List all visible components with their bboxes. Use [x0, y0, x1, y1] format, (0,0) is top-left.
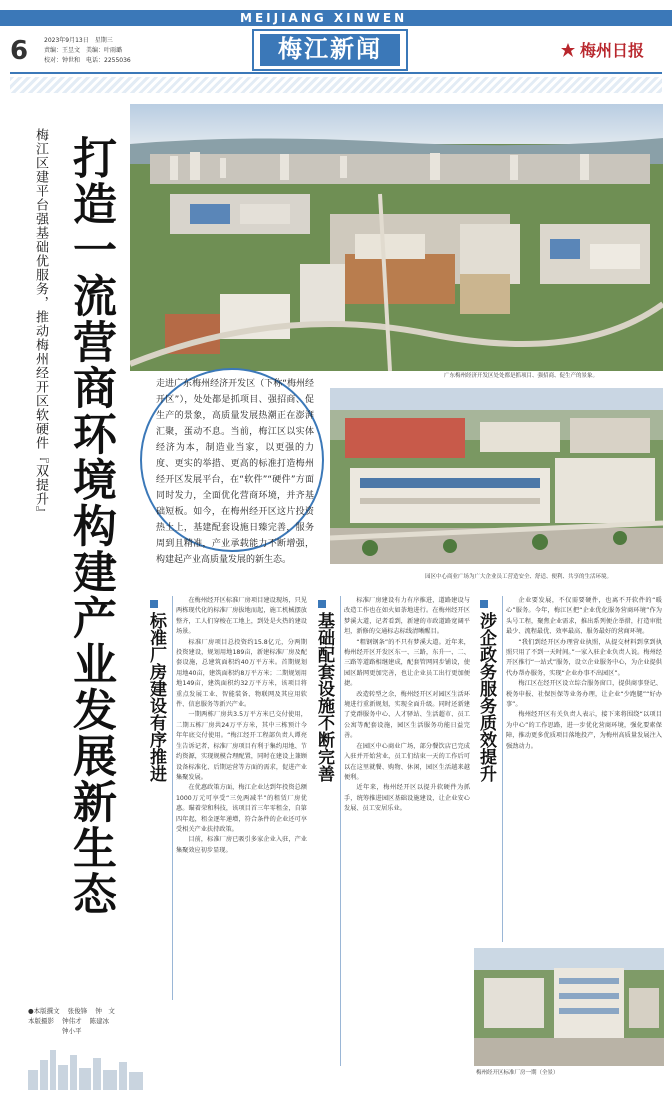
section2-paragraph: 近年来，梅州经开区以提升软硬件为抓手，统筹推进园区基础设施建设，让企业安心发展、员工安居乐业。: [344, 784, 470, 813]
section1-marker-icon: [150, 600, 158, 608]
section3-body: [506, 596, 662, 942]
aerial-photo-industrial-park: [130, 104, 663, 371]
section1-title: 标准厂房建设有序推进: [146, 612, 166, 782]
meta-date: 2023年9月13日 星期三: [44, 37, 113, 44]
column-divider: [502, 596, 503, 942]
section2-paragraph: “粗钢钢条”的不只有梦溪大道。近年来，梅州经开区开发区东一、三路，东升一、二、三路等道路相继建成，配套管网同步铺设，使园区路网更加完善，也让企业员工出行更加便捷。: [344, 638, 470, 688]
page-number: 6: [10, 36, 29, 66]
article-credits: [28, 1006, 121, 1036]
standard-factory-photo: [474, 948, 664, 1066]
city-skyline-illustration: [28, 1040, 148, 1090]
article-subtitle: 梅江区建平台强基础优服务，推动梅州经开区软硬件『双提升』: [33, 128, 48, 520]
section3-paragraph: 梅江区在经开区设立综合服务窗口，提供商事登记、税务申报、社保医保等业务办理，让企业“少跑腿”“好办事”。: [506, 680, 662, 709]
section1-paragraph: 一期两栋厂房共3.5万平方米已交付使用，二期五栋厂房共24万平方米，其中三栋预计今年年底交付使用。“梅江经开工程部负责人谭亮生告诉记者，标准厂房项目有利于集约用地、节约资源，实现规模合理配置，同时在建设上兼顾设备标准化、后期运营等方面的需求，促进产业集聚发展。: [176, 711, 307, 781]
brand-name: 梅州日报: [580, 41, 645, 60]
credit-name: 张俊锋: [67, 1007, 88, 1015]
section3-title: 涉企政务服务质效提升: [476, 612, 496, 782]
section-title: 梅江新闻: [260, 34, 400, 66]
photo3-caption: 梅州经开区标准厂房一期（全景）: [476, 1070, 559, 1076]
section2-paragraph: 改造转型之余，梅州经开区对园区生活环境进行重新规划，实现全面升级。同时还新建了党群服务中心、人才驿站、生活超市、员工公寓等配套设施，园区生活服务功能日益完善。: [344, 690, 470, 740]
credit-name: 钟 文: [95, 1007, 115, 1015]
meta-editors: 责编：王昱文 美编：叶雨璐: [44, 47, 123, 54]
decorative-stripe: [10, 77, 662, 93]
newspaper-brand: [560, 38, 644, 61]
section1-paragraph: 目前，标准厂房已吸引多家企业入驻，产业集聚效应初步显现。: [176, 836, 307, 854]
section3-paragraph: 企业要发展，不仅需要硬件，也离不开软件的“暖心”服务。今年，梅江区把“企业优化服务营商环境”作为头号工程，聚焦企业需求，推出系列便企举措，打造审批最少、流程最优、效率最高、服务最好的营商环境。: [506, 597, 662, 636]
photo2-caption: 园区中心商业广场为广大企业员工营造安全、舒适、便利、共享的生活环境。: [425, 574, 613, 580]
credit-role-photographer: 本版摄影: [28, 1017, 54, 1025]
masthead-rule: [10, 72, 662, 74]
credit-name: 钟伟才: [62, 1017, 82, 1025]
column-divider: [340, 596, 341, 1066]
meta-proof: 校对：钟世和 电话：2255036: [44, 57, 131, 64]
section2-marker-icon: [318, 600, 326, 608]
brand-logo-icon: [560, 42, 576, 58]
section2-paragraph: 在园区中心商业广场，部分餐饮店已完成入驻并开始营业，员工们结束一天的工作后可以在这里就餐、购物、休闲，园区生活越来越便利。: [344, 742, 470, 781]
section1-body: [176, 596, 307, 1000]
article-headline: 打造一流营商环境构建产业发展新生态: [65, 135, 116, 917]
masthead-english-title: MEIJIANG XINWEN: [240, 11, 408, 25]
section2-paragraph: 标准厂房建设有力有序推进，道路建设与改造工作也在如火如荼地进行。在梅州经开区梦溪大道，记者看到，新建的市政道路宽阔平坦，新修的交通标志标线清晰醒目。: [344, 597, 470, 636]
credit-role-writer: ●本版撰文: [28, 1007, 60, 1015]
section1-paragraph: 在优惠政策方面，梅江企业达到年投资总额1000万元可享受“三免两减半”的租赁厂房优惠。瞄着荣和科技，该项目首三年零租金，自第四年起，租金逐年递增，符合条件的企业还可享受相关产业扶持政策。: [176, 784, 307, 833]
section3-paragraph: 梅州经开区有关负责人表示，接下来将围绕“以项目为中心”的工作思路，进一步优化营商环境，强化要素保障，推动更多优质项目落地投产，为梅州高质量发展注入强劲动力。: [506, 711, 662, 750]
column-divider: [172, 596, 173, 1000]
section1-paragraph: 在梅州经开区标准厂房项目建设现场，只见两栋现代化的标准厂房拔地而起，施工机械摆放整齐，工人们穿梭在工地上，到处是火热的建设场景。: [176, 597, 307, 636]
section-title-box: [252, 29, 408, 71]
section3-paragraph: “我们到经开区办理营业执照，从提交材料到拿到执照只用了不到一天时间。”一家入驻企业负责人说。梅州经开区推行“一站式”服务，设立企业服务中心，为企业提供代办帮办服务，实现“企业办事不出园区”。: [506, 638, 662, 677]
section1-paragraph: 标准厂房项目总投资约15.8亿元，分两期投资建设，规划用地189亩，新建标准厂房及配套设施，总建筑面积约40万平方米。首期规划用地40亩，建筑面积约8万平方米；二期规划用地149亩，建筑面积约32万平方米，该项目将重点发展工业、智能装备、物联网及其应用软件、信息服务等新兴产业。: [176, 638, 307, 709]
section2-body: [344, 596, 470, 1066]
section2-title: 基础配套设施不断完善: [314, 612, 334, 782]
section3-marker-icon: [480, 600, 488, 608]
article-lead: 走进广东梅州经济开发区（下称“梅州经开区”），处处都是抓项目、强招商、促生产的景象，高质量发展热潮正在澎湃汇聚，蛋动不息。当前，梅江区以实体经济为本，制造业当家，以更强的力度、更实的举措、更高的标准打造梅州经开区发展平台，在“软件”“硬件”方面同时发力，全面优化营商环境，并齐基础短板。如今，在梅州经开区这片投资热土上，基建配套设施日臻完善，服务周到且精准，产业承载能力不断增强，构建起产业高质量发展的新生态。: [156, 379, 314, 565]
masthead-band: [0, 10, 672, 26]
commercial-plaza-photo: [330, 388, 663, 564]
credit-name: 陈建冰: [89, 1017, 110, 1025]
credit-name: 钟小平: [62, 1027, 82, 1035]
photo1-caption: 广东梅州经济开发区处处都是抓项目、强招商、促生产的景象。: [444, 373, 599, 379]
page-meta: [44, 36, 214, 66]
